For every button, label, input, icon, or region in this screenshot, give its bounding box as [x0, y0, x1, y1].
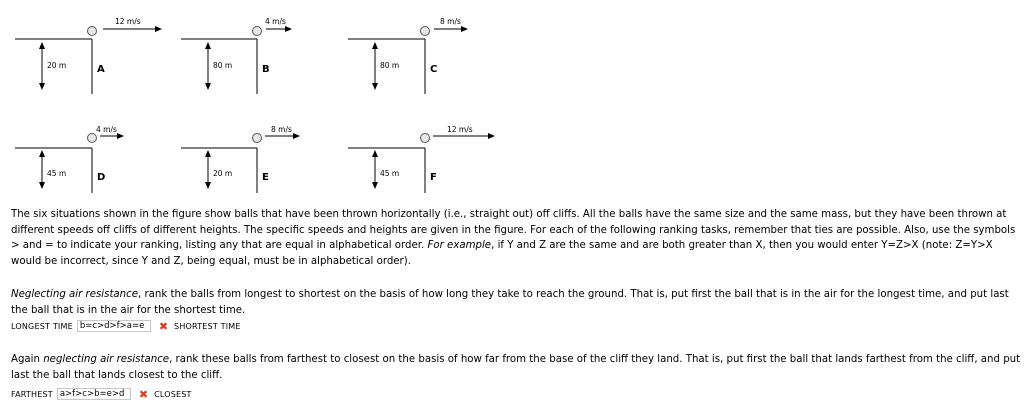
height-label-e: 20 m — [213, 169, 233, 178]
q1-emphasis: Neglecting air resistance — [11, 289, 139, 300]
q2-answer-input[interactable] — [57, 388, 131, 400]
ball-f — [421, 134, 430, 143]
situation-a — [15, 27, 158, 95]
intro-paragraph — [11, 207, 1021, 269]
situation-label-b: B — [262, 64, 270, 75]
q1-answer-row — [11, 318, 241, 334]
intro-example-em: For example — [427, 240, 492, 252]
ball-c — [421, 27, 430, 36]
q1-answer-input[interactable] — [77, 320, 151, 332]
ball-e — [253, 134, 262, 143]
q2-answer-row — [11, 386, 192, 402]
question-1 — [11, 287, 1021, 318]
ball-d — [88, 134, 97, 143]
speed-label-b: 4 m/s — [265, 17, 286, 26]
incorrect-icon: ✖ — [138, 387, 149, 401]
shortest-time-label: SHORTEST TIME — [174, 321, 241, 331]
cliff-figure — [0, 0, 1024, 200]
incorrect-icon: ✖ — [158, 319, 169, 333]
situation-f — [348, 134, 491, 194]
speed-label-f: 12 m/s — [447, 125, 473, 134]
intro-text-end: , if Y and Z are the same and are both greater than X, then you would enter Y=Z>X (note: Z=Y>X would be incorrect, since Y and Z, being equal, must be in alphabetical order). — [11, 240, 993, 267]
question-2 — [11, 352, 1021, 383]
farthest-label: FARTHEST — [11, 389, 53, 399]
height-label-a: 20 m — [47, 61, 67, 70]
q2-prefix: Again — [11, 354, 44, 365]
situation-label-c: C — [430, 64, 438, 75]
longest-time-label: LONGEST TIME — [11, 321, 73, 331]
height-label-c: 80 m — [380, 61, 400, 70]
ball-b — [253, 27, 262, 36]
speed-label-a: 12 m/s — [115, 17, 141, 26]
q2-emphasis: neglecting air resistance — [43, 354, 170, 365]
situation-label-f: F — [430, 172, 437, 183]
closest-label: CLOSEST — [154, 389, 192, 399]
situation-label-e: E — [262, 172, 269, 183]
ball-a — [88, 27, 97, 36]
situation-e — [181, 134, 296, 194]
situation-b — [181, 27, 288, 95]
q1-text: , rank the balls from longest to shortest on the basis of how long they take to reach the ground. That is, put first the ball that is in the air for the longest time, and put last the ball that is in the air for the shortest time. — [11, 289, 1009, 316]
height-label-d: 45 m — [47, 169, 67, 178]
height-label-b: 80 m — [213, 61, 233, 70]
situation-label-d: D — [97, 172, 106, 183]
speed-label-c: 8 m/s — [440, 17, 461, 26]
situation-d — [15, 134, 120, 194]
speed-label-d: 4 m/s — [96, 125, 117, 134]
speed-label-e: 8 m/s — [271, 125, 292, 134]
situation-label-a: A — [97, 64, 105, 75]
situation-c — [348, 27, 464, 95]
intro-text: The six situations shown in the figure show balls that have been thrown horizontally (i.e., straight out) off cliffs. All the balls have the same size and the same mass, but they have been thrown at different speeds off cliffs of different heights. The specific speeds and heights are given in the figure. For each of the following ranking tasks, remember that ties are possible. Also, use the symbols > and = to indicate your ranking, listing any that are equal in alphabetical order. — [11, 209, 1016, 252]
q2-text: , rank these balls from farthest to closest on the basis of how far from the base of the cliff they land. That is, put first the ball that lands farthest from the cliff, and put last the ball that lands closest to the cliff. — [11, 354, 1021, 381]
height-label-f: 45 m — [380, 169, 400, 178]
